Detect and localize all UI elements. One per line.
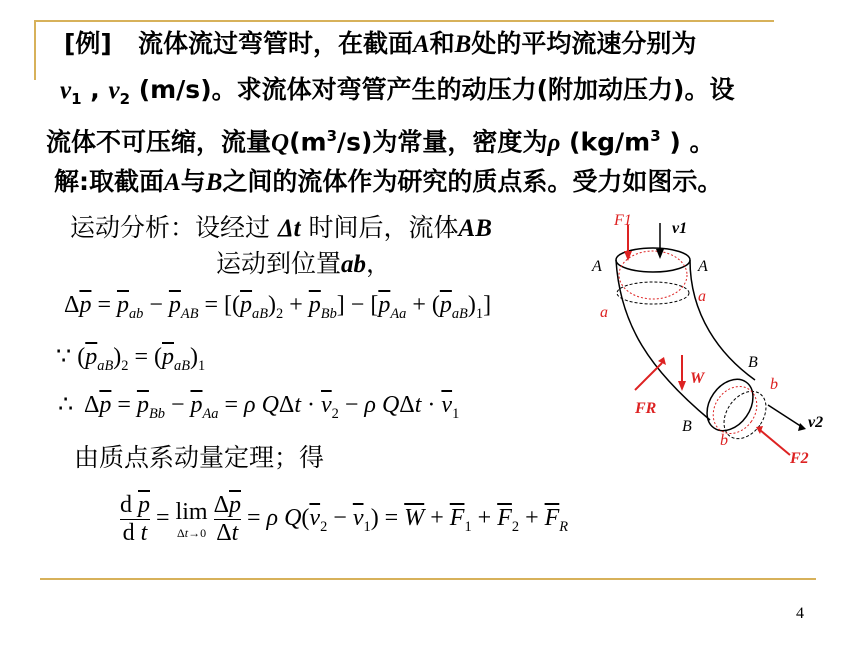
label-A-left: A xyxy=(592,258,602,275)
label-b-left: b xyxy=(720,432,728,449)
footer-line xyxy=(40,578,816,580)
fluid-particles-top xyxy=(619,251,687,299)
equation-1: $\Delta\overline{p} = \overline{p}_{ab} - \overline{p}_{AB} = [(\overline{p}_{aB})_2 + \overline{p}_{Bb}] - [\overline{p}_{Aa} + (\overline{p}_{aB})_1]$ xyxy=(64,292,492,322)
section-B xyxy=(698,371,763,440)
label-a-right: a xyxy=(698,288,706,305)
label-W: W xyxy=(690,370,705,387)
theorem-line: 由质点系动量定理；得 xyxy=(74,443,325,472)
fluid-particles-bottom xyxy=(704,378,765,442)
decorative-vertical-line xyxy=(34,20,36,80)
page-number: 4 xyxy=(796,605,804,622)
section-a xyxy=(617,282,689,304)
equation-3: ∴ $\Delta\overline{p} = \overline{p}_{Bb} - \overline{p}_{Aa} = \rho$ $Q\Delta t \cdot \overline{v}_2 - \rho$ $Q\Delta t \cdot \overline{v}_1$ xyxy=(58,392,460,422)
motion-analysis-1: 运动分析：设经过 Δt 时间后，流体AB xyxy=(70,213,492,242)
label-F1: F1 xyxy=(614,212,632,229)
label-B-left: B xyxy=(682,418,692,435)
solution-line-1: 解:取截面A与B之间的流体作为研究的质点系。受力如图示。 xyxy=(54,167,723,196)
label-b-right: b xyxy=(770,376,778,393)
problem-line-3: 流体不可压缩，流量$Q(m^3/s)$为常量，密度为ρ ($kg/m^3$ ) 。 xyxy=(46,127,715,157)
motion-analysis-2: 运动到位置ab， xyxy=(216,249,392,278)
label-a-left: a xyxy=(600,304,608,321)
F2-arrow xyxy=(760,430,790,455)
label-FR: FR xyxy=(635,400,657,417)
equation-4: $\frac{d \overline{p}}{\text{d t}}$ = lim Δt→0 $\frac{\Delta\overline{p}}{\Delta t}$ = ρ $Q(\overline{v}_2 - \overline{v}_1) = \overline{W} + \overline{F}_1 + \overline{F}_2 + \overline{F}_R$ xyxy=(120,492,569,546)
problem-line-1: [例] 流体流过弯管时，在截面A和B处的平均流速分别为 xyxy=(64,29,697,58)
label-A-right: A xyxy=(698,258,708,275)
v2-arrow xyxy=(768,405,802,427)
label-v1: v1 xyxy=(672,220,688,237)
label-F2: F2 xyxy=(790,450,809,467)
pipe-right-wall xyxy=(690,260,755,380)
label-v2: v2 xyxy=(808,414,824,431)
equation-2: ∵ $(\overline{p}_{aB})_2 = (\overline{p}_{aB})_1$ xyxy=(56,344,206,374)
problem-line-2: $v_1$ , $v_2$ (m/s)。求流体对弯管产生的动压力(附加动压力)。设 xyxy=(60,75,735,108)
label-B-right: B xyxy=(748,354,758,371)
decorative-top-line xyxy=(34,20,774,22)
bent-pipe-diagram xyxy=(580,205,830,480)
FR-arrow xyxy=(635,363,662,390)
